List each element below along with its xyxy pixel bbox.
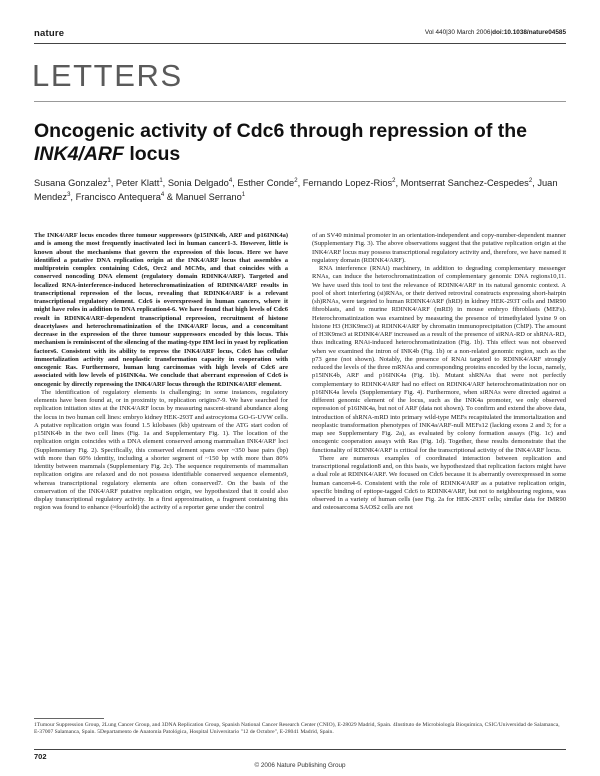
author-name: Sonia Delgado — [167, 178, 229, 188]
author — [34, 178, 111, 188]
author — [76, 192, 165, 202]
doi-label: doi:10.1038/nature04585 — [492, 29, 566, 36]
author-name: Susana Gonzalez — [34, 178, 108, 188]
author-affiliation-marker: 1 — [159, 177, 163, 184]
footer-rule — [34, 749, 566, 750]
author — [303, 178, 396, 188]
author — [116, 178, 163, 188]
body-paragraph: There are numerous examples of coordinated interaction between replication and transcriptional regulation8 and, on this basis, we hypothesized that replication factors might have a dual role at RDINK4/ARF. We focused on Cdc6 because it is aberrantly overexpressed in some human cancers4-6. Consistent with the role of RDINK4/ARF as a putative replication origin, specific binding of epitope-tagged Cdc6 to RDINK4/ARF, but not to neighbouring regions, was observed in a variety of human cells (see Fig. 2a for HEK-293T cells; similar data for IMR90 and osteosarcoma SAOS2 cells are not — [312, 454, 566, 512]
copyright: © 2006 Nature Publishing Group — [254, 762, 346, 769]
title-part-1: Oncogenic activity of Cdc6 through repression of the — [34, 120, 527, 142]
body-paragraph: RNA interference (RNAi) machinery, in addition to degrading complementary messenger RNAs, can induce the heterochromatinization of complementary genomic DNA regions10,11. We have used this tool to test the relevance of RDINK4/ARF in its natural genomic context. A pool of short interfering (si)RNAs, or their derived retroviral constructs expressing short-hairpin (sh)RNAs, were targeted to human RDINK4/ARF (hRD) in kidney HEK-293T cells and IMR90 fibroblasts, and to murine RDINK4/ARF (mRD) in mouse embryo fibroblasts (MEFs). Heterochromatinization was examined by measuring the presence of trimethylated lysine 9 on histone H3 (H3K9me3) at RDINK4/ARF by chromatin immunoprecipitation (ChIP). The amount of H3K9me3 at RDINK4/ARF increased as a result of the presence of siRNA-RD or shRNA-RD, thus indicating RNAi-induced heterochromatinization (Fig. 1b). This effect was not observed when we examined the intron of INK4b (Fig. 1b) or a non-related genomic region, such as the p73 gene (not shown). Notably, the presence of RNAi targeted to RDINK4/ARF strongly reduced the levels of the three mRNAs and corresponding proteins encoded by the locus, namely, p15INK4b, ARF and p16INK4a (Fig. 1b). Mutant shRNAs that were not perfectly complementary to RDINK4/ARF had no effect on RDINK4/ARF heterochromatinization nor on p16INK4a levels (Supplementary Fig. 4). Furthermore, when siRNAs were directed against a different genomic element of the locus, such as the INK4a promoter, we only observed repression of p16INK4a, but not of ARF (data not shown). To confirm and extend the above data, introduction of shRNA-mRD into primary wild-type MEFs recapitulated the immortalization and neoplastic transformation phenotypes of INK4a/ARF-null MEFs12 (lacking exons 2 and 3; for a map see Supplementary Fig. 2a), as evaluated by colony formation assays (Fig. 1c) and oncogenic cooperation assays with Ras (Fig. 1d). Together, these results demonstrate that the functionality of RDINK4/ARF is critical for the transcriptional activity of the INK4/ARF locus. — [312, 265, 566, 454]
author — [237, 178, 297, 188]
left-column — [34, 232, 288, 513]
journal-name: nature — [34, 28, 65, 39]
author — [401, 178, 533, 188]
footnote-rule — [34, 718, 104, 719]
author-name: Peter Klatt — [115, 178, 160, 188]
author-affiliation-marker: 4 — [228, 177, 233, 184]
title-part-2: locus — [123, 143, 181, 165]
author-affiliation-marker: 2 — [392, 177, 396, 184]
article-title — [34, 120, 566, 166]
author-name: Juan Mendez — [34, 178, 558, 202]
author-name: Fernando Lopez-Rios — [302, 178, 393, 188]
header-rule — [34, 43, 566, 44]
author-name: Montserrat Sanchez-Cespedes — [400, 178, 529, 188]
author-affiliation-marker: 1 — [107, 177, 111, 184]
author-affiliation-marker: 2 — [294, 177, 298, 184]
author — [168, 178, 232, 188]
author-list: Susana Gonzalez$^1$, Peter Klatt$^1$, Sonia Delgado$^4$, Esther Conde$^2$, Fernando Lopez-Rios$^2$, Montserrat Sanchez-Cespedes$^2$, Juan Mendez$^3$, Francisco Antequera$^4$ & Manuel Serrano$^1$ — [34, 177, 558, 202]
author-affiliation-marker: 1 — [241, 191, 246, 198]
author-name: Manuel Serrano — [175, 192, 242, 202]
author-name: Esther Conde — [237, 178, 295, 188]
body-paragraph: The identification of regulatory elements is challenging; in some instances, regulatory elements have been found at, or in proximity to, replication origins7-9. We have searched for replication initiation sites at the INK4/ARF locus by measuring nascent-strand abundance along the locus in two human cell lines: embryo kidney HEK-293T and astrocytoma GO-G-UVW cells. A putative replication origin was found 1.5 kilobases (kb) upstream of the ATG start codon of p15INK4b in the two cell lines (Fig. 1a and Supplementary Fig. 1). The location of the replication origin coincides with a DNA element conserved among mammalian INK4/ARF loci (Supplementary Fig. 2). Specifically, this conserved element spans over ~350 base pairs (bp) with more than 60% identity, including a shorter segment of ~150 bp with more than 80% identity between mammals (Supplementary Fig. 2c). The sequence requirements of mammalian replication origins are relaxed and do not possess identifiable conserved sequence elements9, whereas transcriptional regulatory elements are often conserved7. On the basis of the conservation of the INK4/ARF putative replication origin, we hypothesized that it could also display transcriptional regulatory activity. In a first approximation, a fragment containing this region was found to enhance (≈fourfold) the activity of a reporter gene under the control — [34, 388, 288, 512]
section-rule — [34, 101, 566, 102]
volume-issue-date: Vol 440|30 March 2006| — [424, 29, 493, 36]
right-column — [312, 232, 566, 513]
author — [176, 192, 246, 202]
title-gene: INK4/ARF — [34, 143, 124, 165]
body-paragraph: of an SV40 minimal promoter in an orientation-independent and copy-number-dependent manner (Supplementary Fig. 3). The above observations suggest that the putative replication origin at the INK4/ARF locus may possess transcriptional regulatory activity and, therefore, we have named it regulatory domain (RDINK4/ARF). — [312, 232, 566, 264]
author-affiliation-marker: 3 — [67, 191, 71, 198]
volume-info — [425, 29, 566, 36]
abstract-paragraph: The INK4/ARF locus encodes three tumour suppressors (p15INK4b, ARF and p16INK4a) and is among the most frequently inactivated loci in human cancer1-3. However, little is known about the mechanisms that govern the expression of this locus. Here we have identified a putative DNA replication origin at the INK4/ARF locus that assembles a multiprotein complex containing Cdc6, Orc2 and MCMs, and that coincides with a conserved noncoding DNA element (regulatory domain RDINK4/ARF). Targeted and localized RNA-interference-induced heterochromatinization of RDINK4/ARF results in transcriptional repression of the locus, revealing that RDINK4/ARF is a relevant transcriptional regulatory element. Cdc6 is overexpressed in human cancers, where it might have roles in addition to DNA replication4-6. We have found that high levels of Cdc6 result in RDINK4/ARF-dependent transcriptional repression, recruitment of histone deacetylases and heterochromatinization of the INK4/ARF locus, and a concomitant decrease in the expression of the three tumour suppressors encoded by this locus. This mechanism is reminiscent of the silencing of the mating-type HM loci in yeast by replication factors6. Consistent with its ability to repress the INK4/ARF locus, Cdc6 has cellular immortalization activity and neoplastic transformation capacity in cooperation with oncogenic Ras. Furthermore, human lung carcinomas with high levels of Cdc6 are associated with low levels of p16INK4a. We conclude that aberrant expression of Cdc6 is oncogenic by directly repressing the INK4/ARF locus through the RDINK4/ARF element. — [34, 232, 288, 388]
author-affiliation-marker: 4 — [160, 191, 165, 198]
journal-header — [34, 28, 566, 42]
affiliations: 1Tumour Suppression Group, 2Lung Cancer Group, and 3DNA Replication Group, Spanish National Cancer Research Center (CNIO), E-28029 Madrid, Spain. 4Instituto de Microbiología Bioquímica, CSIC/Universidad de Salamanca, E-37007 Salamanca, Spain. 5Departamento de Anatomía Patológica, Hospital Universitario "12 de Octubre", E-28041 Madrid, Spain. — [34, 722, 560, 736]
page-number: 702 — [34, 752, 47, 761]
author-affiliation-marker: 2 — [528, 177, 533, 184]
section-heading: LETTERS — [32, 58, 183, 93]
author-name: Francisco Antequera — [75, 192, 161, 202]
